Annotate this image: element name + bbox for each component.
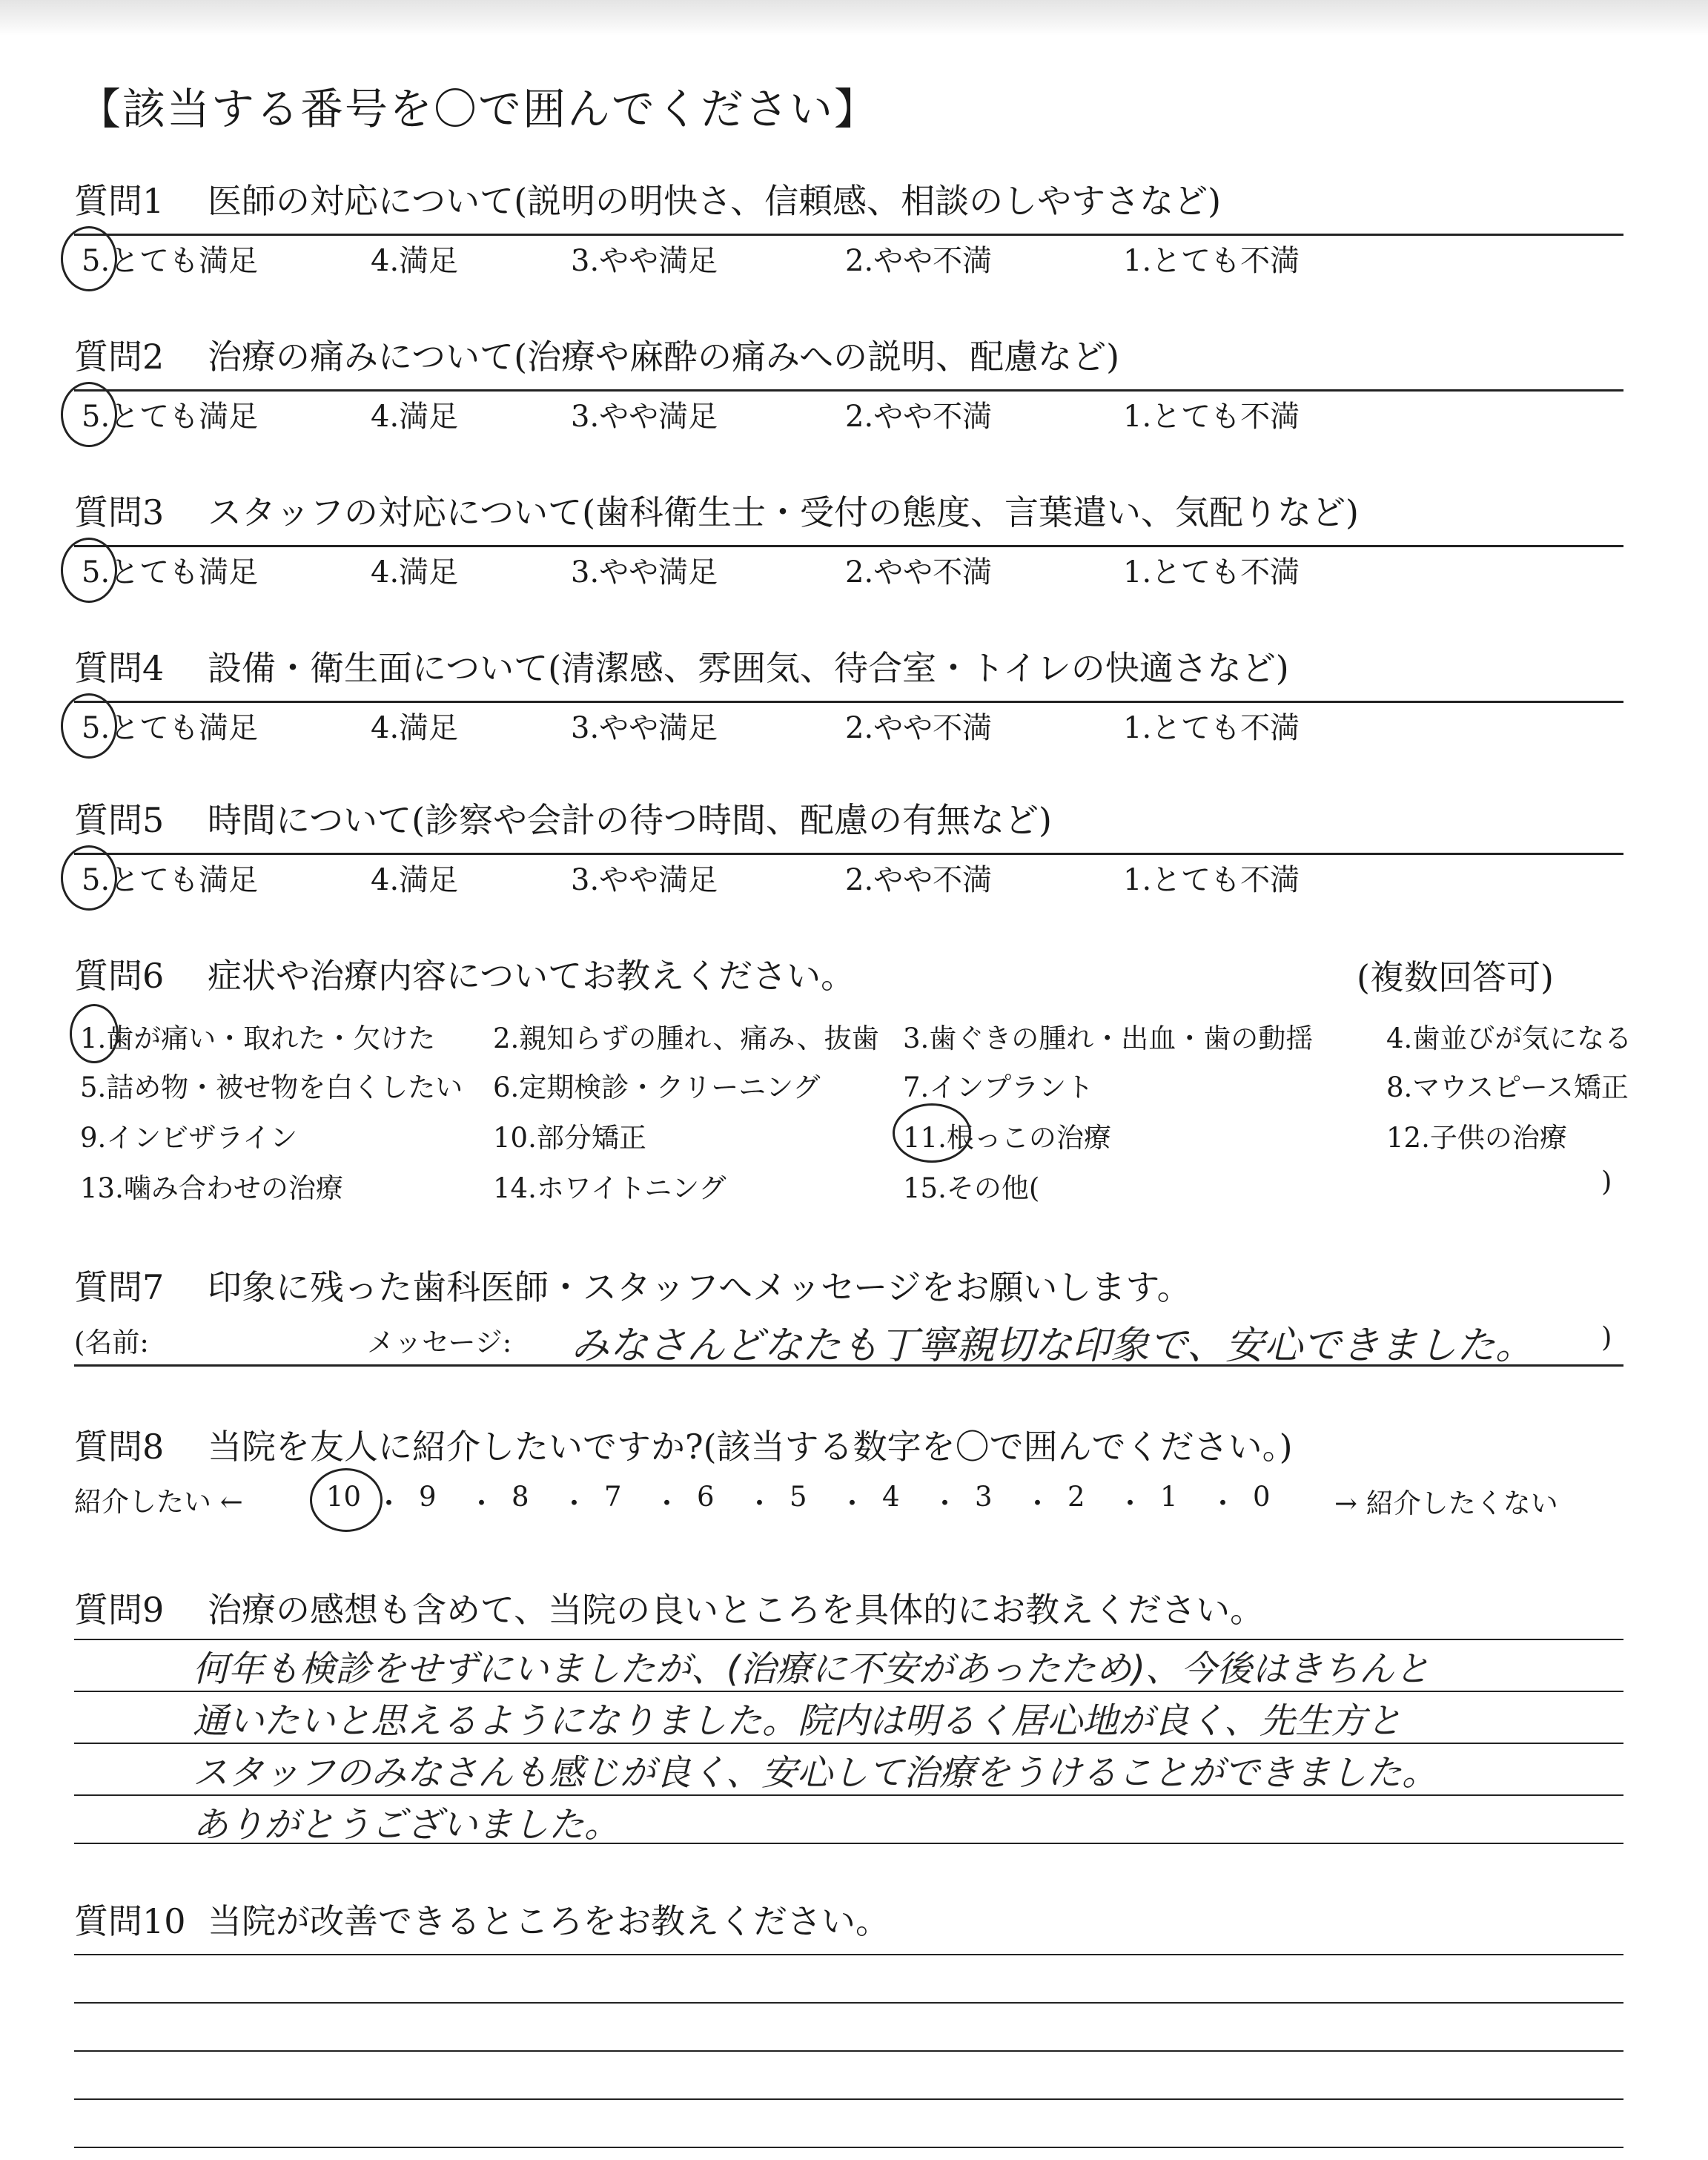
q10-number: 質問10: [74, 1901, 186, 1941]
q9-heading: [74, 1583, 1264, 1632]
q7-number: 質問7: [74, 1267, 165, 1307]
q5-option-5[interactable]: 5.とても満足: [82, 863, 259, 897]
q10-text: 当院が改善できるところをお教えください。: [208, 1901, 890, 1941]
q1-heading: [74, 174, 1221, 223]
q10-heading: [74, 1895, 890, 1943]
q5-number: 質問5: [74, 800, 165, 840]
q8-left-label: 紹介したい ←: [74, 1486, 243, 1518]
q8-scale-8[interactable]: 8: [512, 1481, 529, 1513]
scale-separator: ・: [838, 1487, 866, 1519]
q6-text: 症状や治療内容についてお教えください。: [208, 956, 855, 996]
selection-circle: [61, 382, 117, 447]
answer-rule[interactable]: [74, 2050, 1623, 2052]
q4-number: 質問4: [74, 648, 165, 688]
q5-option-2[interactable]: 2.やや不満: [845, 863, 993, 897]
answer-rule[interactable]: [74, 1954, 1623, 1955]
q6-option-5[interactable]: 5.詰め物・被せ物を白くしたい: [80, 1071, 463, 1103]
q8-right-label: → 紹介したくない: [1334, 1487, 1558, 1519]
q6-option-4[interactable]: 4.歯並びが気になる: [1386, 1023, 1632, 1054]
q1-rule: [74, 234, 1623, 236]
page-title: 【該当する番号を〇で囲んでください】: [78, 84, 879, 134]
q1-option-2[interactable]: 2.やや不満: [845, 244, 993, 278]
q6-option-3[interactable]: 3.歯ぐきの腫れ・出血・歯の動揺: [903, 1023, 1314, 1054]
q8-scale-9[interactable]: 9: [419, 1481, 437, 1513]
q8-scale-2[interactable]: 2: [1068, 1481, 1085, 1513]
selection-circle: [310, 1468, 383, 1532]
q7-heading: [74, 1261, 1191, 1309]
q6-option-12[interactable]: 12.子供の治療: [1386, 1122, 1567, 1154]
q2-option-1[interactable]: 1.とても不満: [1123, 400, 1300, 434]
q7-rule: [74, 1364, 1623, 1367]
q5-option-1[interactable]: 1.とても不満: [1123, 863, 1300, 897]
q6-option-7[interactable]: 7.インプラント: [903, 1071, 1094, 1103]
q8-scale-6[interactable]: 6: [697, 1481, 715, 1513]
q5-heading: [74, 793, 1052, 842]
q8-scale-0[interactable]: 0: [1253, 1481, 1271, 1513]
q5-option-3[interactable]: 3.やや満足: [571, 863, 718, 897]
q7-text: 印象に残った歯科医師・スタッフへメッセージをお願いします。: [208, 1267, 1191, 1307]
selection-circle: [70, 1004, 119, 1063]
q6-option-6[interactable]: 6.定期検診・クリーニング: [493, 1071, 821, 1103]
q2-option-4[interactable]: 4.満足: [371, 400, 459, 434]
q7-message: みなさんどなたも丁寧親切な印象で、安心できました。: [571, 1324, 1534, 1368]
q8-heading: [74, 1420, 1293, 1469]
q6-option-14[interactable]: 14.ホワイトニング: [493, 1172, 726, 1204]
q2-rule: [74, 389, 1623, 392]
q2-option-5[interactable]: 5.とても満足: [82, 400, 259, 434]
scale-separator: ・: [1116, 1487, 1144, 1519]
q4-text: 設備・衛生面について(清潔感、雰囲気、待合室・トイレの快適さなど): [208, 648, 1289, 688]
q1-option-1[interactable]: 1.とても不満: [1123, 244, 1300, 278]
q4-heading: [74, 641, 1289, 690]
selection-circle: [61, 693, 117, 759]
q5-text: 時間について(診察や会計の待つ時間、配慮の有無など): [208, 800, 1052, 840]
q6-option-2[interactable]: 2.親知らずの腫れ、痛み、抜歯: [493, 1023, 879, 1054]
q8-scale-4[interactable]: 4: [882, 1481, 900, 1513]
q2-number: 質問2: [74, 337, 165, 377]
q3-option-5[interactable]: 5.とても満足: [82, 555, 259, 589]
q2-option-2[interactable]: 2.やや不満: [845, 400, 993, 434]
selection-circle: [61, 226, 117, 291]
q4-option-3[interactable]: 3.やや満足: [571, 711, 718, 745]
q3-number: 質問3: [74, 492, 165, 532]
q7-close-paren: ): [1601, 1321, 1612, 1353]
q4-option-5[interactable]: 5.とても満足: [82, 711, 259, 745]
q1-option-4[interactable]: 4.満足: [371, 244, 459, 278]
q1-option-5[interactable]: 5.とても満足: [82, 244, 259, 278]
scale-separator: ・: [1024, 1487, 1051, 1519]
answer-rule[interactable]: [74, 2098, 1623, 2100]
q3-text: スタッフの対応について(歯科衛生士・受付の態度、言葉遣い、気配りなど): [208, 492, 1359, 532]
answer-rule[interactable]: [74, 2147, 1623, 2148]
q2-option-3[interactable]: 3.やや満足: [571, 400, 718, 434]
q3-rule: [74, 545, 1623, 547]
q3-option-2[interactable]: 2.やや不満: [845, 555, 993, 589]
q2-heading: [74, 330, 1119, 379]
scale-separator: ・: [375, 1487, 403, 1519]
q6-heading: [74, 949, 855, 998]
q9-number: 質問9: [74, 1590, 165, 1630]
q4-option-1[interactable]: 1.とても不満: [1123, 711, 1300, 745]
q6-note: (複数回答可): [1357, 957, 1554, 997]
q6-other-close: ): [1601, 1166, 1612, 1198]
q3-option-4[interactable]: 4.満足: [371, 555, 459, 589]
q1-number: 質問1: [74, 181, 165, 221]
q6-option-15[interactable]: 15.その他(: [903, 1172, 1040, 1204]
q8-text: 当院を友人に紹介したいですか?(該当する数字を〇で囲んでください。): [208, 1427, 1293, 1467]
q3-heading: [74, 486, 1359, 535]
answer-rule[interactable]: [74, 2002, 1623, 2004]
selection-circle: [61, 845, 117, 911]
q9-answer-line: 何年も検診をせずにいましたが、(治療に不安があったため)、今後はきちんと: [193, 1648, 1430, 1690]
q6-option-10[interactable]: 10.部分矯正: [493, 1122, 646, 1154]
q8-scale-1[interactable]: 1: [1160, 1481, 1178, 1513]
q6-option-11[interactable]: 11.根っこの治療: [903, 1122, 1111, 1154]
q3-option-1[interactable]: 1.とても不満: [1123, 555, 1300, 589]
q8-scale-3[interactable]: 3: [975, 1481, 993, 1513]
q7-name-label: (名前:: [74, 1327, 149, 1358]
scale-separator: ・: [653, 1487, 681, 1519]
selection-circle: [61, 538, 117, 603]
q4-option-4[interactable]: 4.満足: [371, 711, 459, 745]
scale-separator: ・: [931, 1487, 959, 1519]
q6-number: 質問6: [74, 956, 165, 996]
selection-circle: [893, 1103, 971, 1163]
q6-option-1[interactable]: 1.歯が痛い・取れた・欠けた: [80, 1023, 436, 1054]
q4-rule: [74, 701, 1623, 703]
q9-text: 治療の感想も含めて、当院の良いところを具体的にお教えください。: [208, 1590, 1265, 1630]
q8-number: 質問8: [74, 1427, 165, 1467]
q6-option-9[interactable]: 9.インビザライン: [80, 1122, 298, 1154]
q8-scale-7[interactable]: 7: [604, 1481, 622, 1513]
scan-edge: [0, 0, 1708, 36]
q9-answer-line: ありがとうございました。: [193, 1804, 620, 1846]
scale-separator: ・: [560, 1487, 588, 1519]
q5-option-4[interactable]: 4.満足: [371, 863, 459, 897]
q5-rule: [74, 853, 1623, 855]
q3-option-3[interactable]: 3.やや満足: [571, 555, 718, 589]
q2-text: 治療の痛みについて(治療や麻酔の痛みへの説明、配慮など): [208, 337, 1120, 377]
q6-option-13[interactable]: 13.噛み合わせの治療: [80, 1172, 343, 1204]
q7-message-label: メッセージ:: [367, 1327, 512, 1358]
q8-scale-10[interactable]: 10: [326, 1481, 362, 1513]
scale-separator: ・: [1209, 1487, 1237, 1519]
scale-separator: ・: [468, 1487, 495, 1519]
q6-option-8[interactable]: 8.マウスピース矯正: [1386, 1071, 1629, 1103]
q1-option-3[interactable]: 3.やや満足: [571, 244, 718, 278]
q9-answer-line: スタッフのみなさんも感じが良く、安心して治療をうけることができました。: [193, 1752, 1438, 1794]
scale-separator: ・: [746, 1487, 773, 1519]
q4-option-2[interactable]: 2.やや不満: [845, 711, 993, 745]
q8-scale-5[interactable]: 5: [790, 1481, 807, 1513]
q9-answer-line: 通いたいと思えるようになりました。院内は明るく居心地が良く、先生方と: [193, 1700, 1403, 1742]
q1-text: 医師の対応について(説明の明快さ、信頼感、相談のしやすさなど): [208, 181, 1222, 221]
